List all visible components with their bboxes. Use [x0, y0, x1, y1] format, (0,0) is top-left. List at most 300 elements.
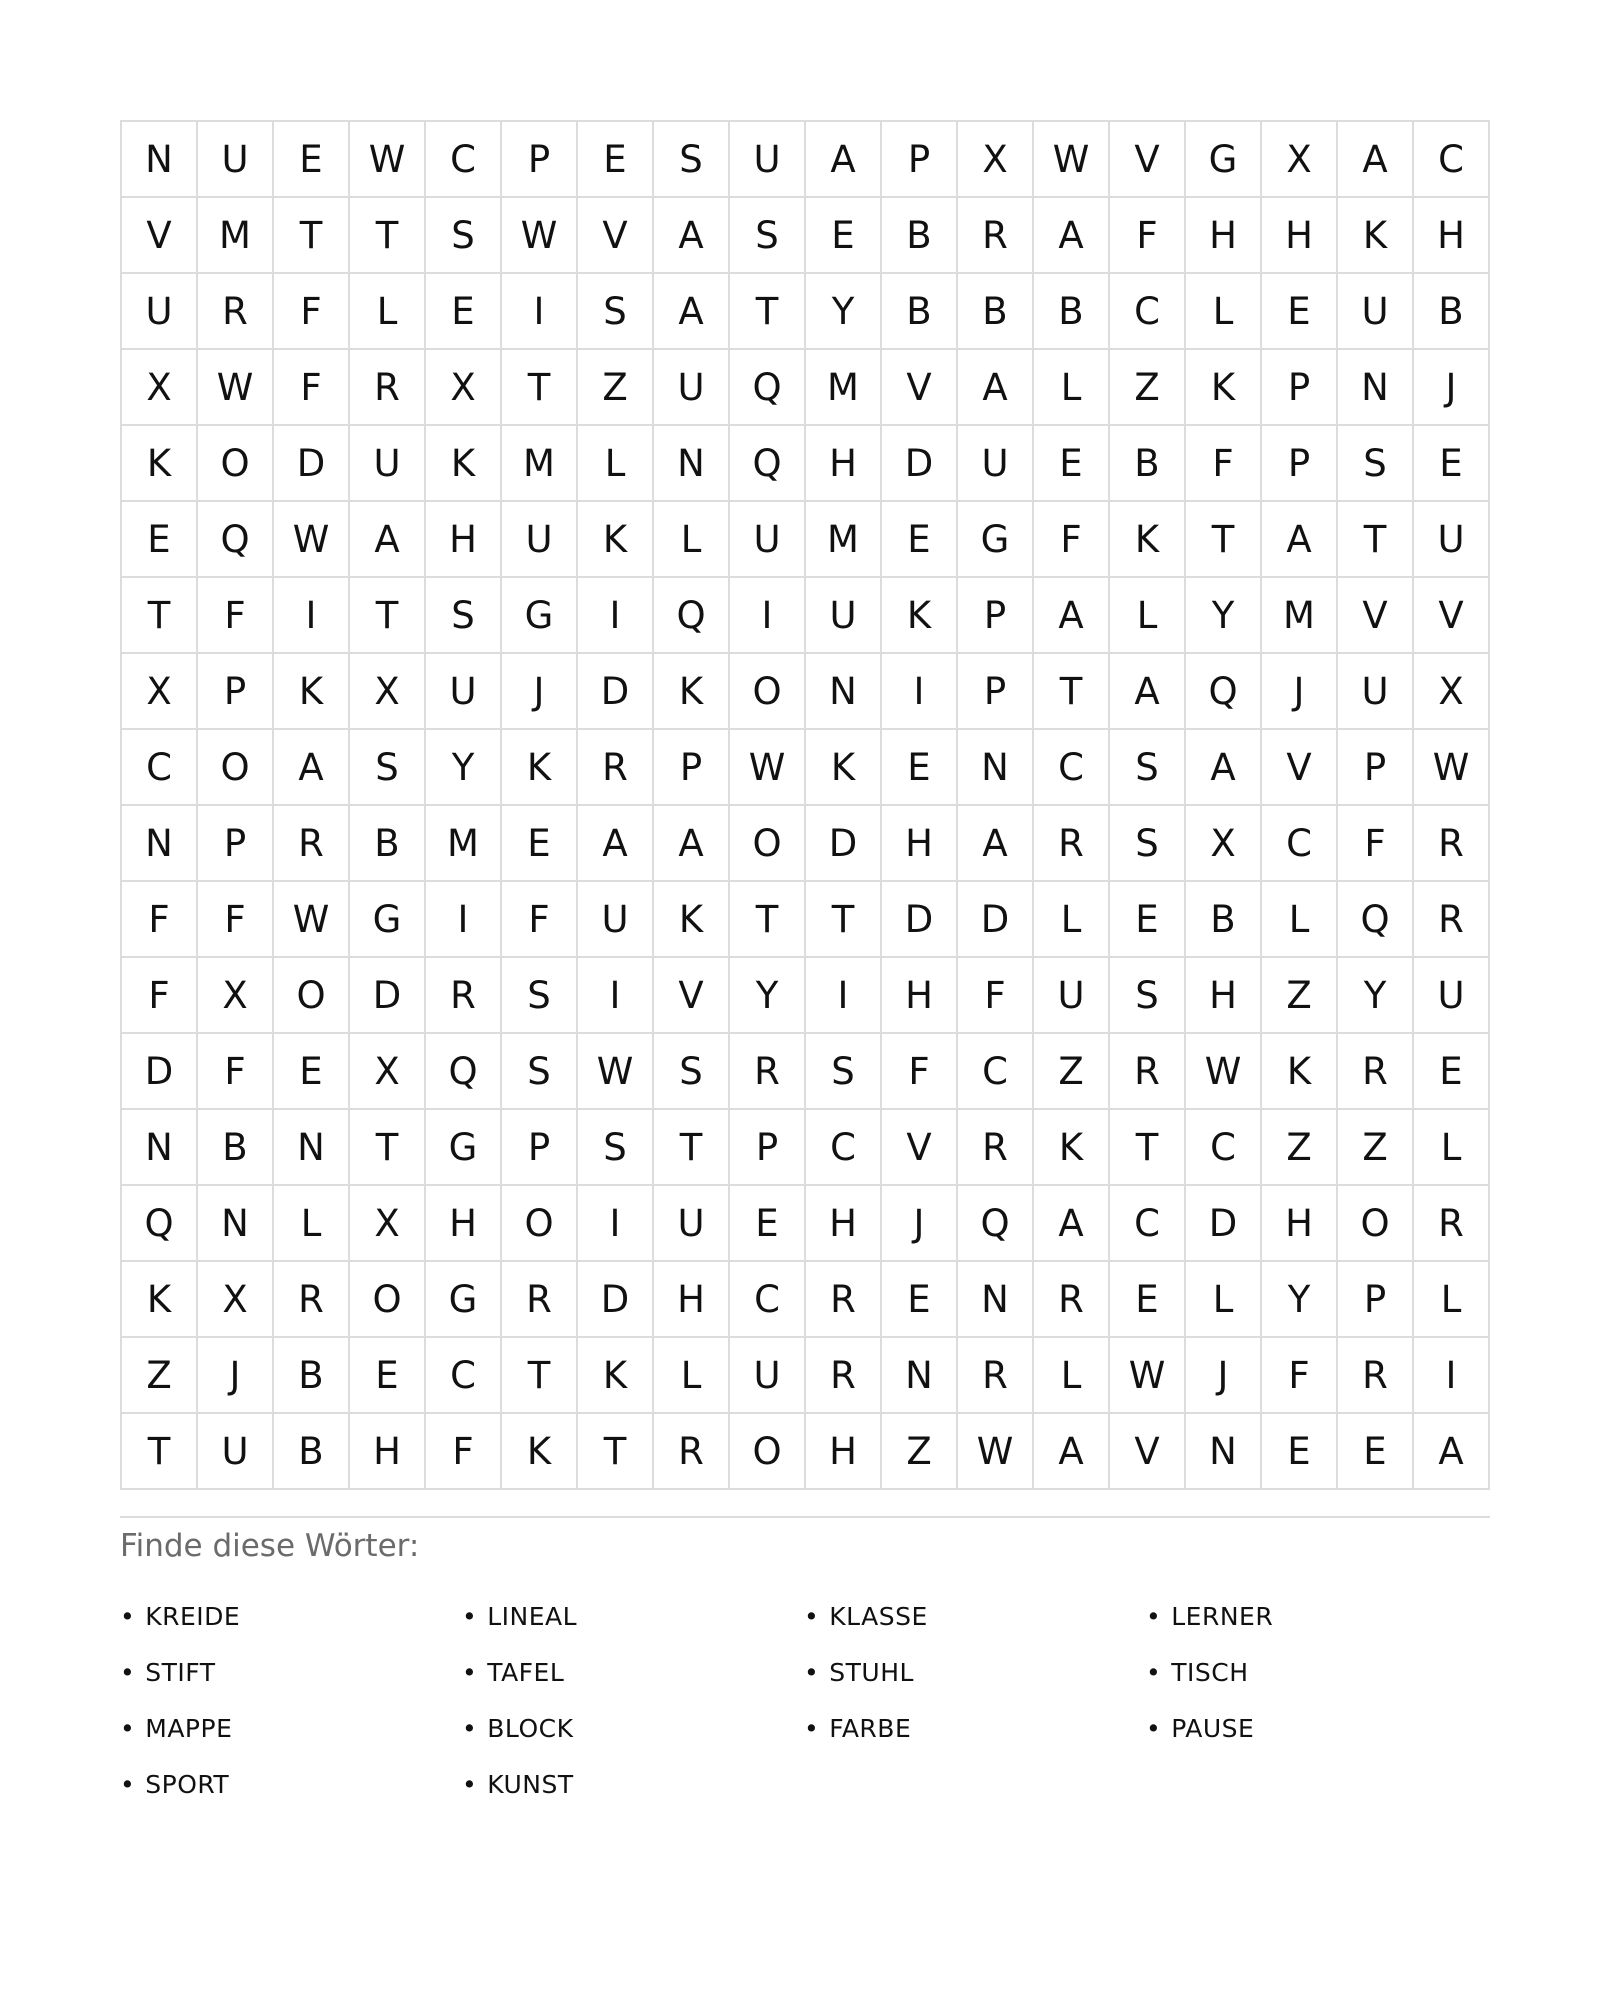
grid-cell[interactable]: E: [1110, 1262, 1186, 1338]
grid-cell[interactable]: R: [350, 350, 426, 426]
grid-cell[interactable]: G: [426, 1262, 502, 1338]
grid-cell[interactable]: R: [1414, 806, 1490, 882]
grid-cell[interactable]: T: [1034, 654, 1110, 730]
grid-cell[interactable]: M: [198, 198, 274, 274]
grid-cell[interactable]: B: [1110, 426, 1186, 502]
grid-cell[interactable]: K: [1262, 1034, 1338, 1110]
grid-cell[interactable]: U: [1414, 502, 1490, 578]
grid-cell[interactable]: B: [1034, 274, 1110, 350]
grid-cell[interactable]: X: [350, 654, 426, 730]
grid-cell[interactable]: B: [274, 1414, 350, 1490]
grid-cell[interactable]: H: [806, 1186, 882, 1262]
grid-cell[interactable]: O: [730, 654, 806, 730]
grid-cell[interactable]: P: [502, 122, 578, 198]
grid-cell[interactable]: J: [1414, 350, 1490, 426]
grid-cell[interactable]: A: [274, 730, 350, 806]
grid-cell[interactable]: W: [502, 198, 578, 274]
grid-cell[interactable]: S: [426, 198, 502, 274]
grid-cell[interactable]: N: [958, 1262, 1034, 1338]
grid-cell[interactable]: D: [578, 654, 654, 730]
grid-cell[interactable]: G: [958, 502, 1034, 578]
grid-cell[interactable]: K: [122, 426, 198, 502]
grid-cell[interactable]: U: [350, 426, 426, 502]
grid-cell[interactable]: K: [1110, 502, 1186, 578]
grid-cell[interactable]: R: [198, 274, 274, 350]
grid-cell[interactable]: R: [1414, 882, 1490, 958]
grid-cell[interactable]: R: [654, 1414, 730, 1490]
grid-cell[interactable]: L: [1186, 274, 1262, 350]
grid-cell[interactable]: T: [350, 578, 426, 654]
grid-cell[interactable]: Z: [578, 350, 654, 426]
grid-cell[interactable]: A: [806, 122, 882, 198]
grid-cell[interactable]: F: [426, 1414, 502, 1490]
grid-cell[interactable]: P: [502, 1110, 578, 1186]
grid-cell[interactable]: C: [1262, 806, 1338, 882]
grid-cell[interactable]: D: [274, 426, 350, 502]
grid-cell[interactable]: C: [1110, 1186, 1186, 1262]
grid-cell[interactable]: T: [350, 1110, 426, 1186]
grid-cell[interactable]: R: [806, 1262, 882, 1338]
grid-cell[interactable]: T: [350, 198, 426, 274]
grid-cell[interactable]: R: [1110, 1034, 1186, 1110]
grid-cell[interactable]: P: [958, 578, 1034, 654]
grid-cell[interactable]: A: [1034, 198, 1110, 274]
grid-cell[interactable]: H: [654, 1262, 730, 1338]
grid-cell[interactable]: N: [806, 654, 882, 730]
grid-cell[interactable]: T: [730, 274, 806, 350]
grid-cell[interactable]: O: [350, 1262, 426, 1338]
grid-cell[interactable]: V: [1262, 730, 1338, 806]
grid-cell[interactable]: A: [1034, 578, 1110, 654]
grid-cell[interactable]: W: [274, 502, 350, 578]
grid-cell[interactable]: S: [578, 274, 654, 350]
grid-cell[interactable]: S: [806, 1034, 882, 1110]
grid-cell[interactable]: C: [426, 1338, 502, 1414]
grid-cell[interactable]: Q: [958, 1186, 1034, 1262]
grid-cell[interactable]: Q: [730, 426, 806, 502]
grid-cell[interactable]: Q: [426, 1034, 502, 1110]
grid-cell[interactable]: E: [274, 1034, 350, 1110]
grid-cell[interactable]: A: [1110, 654, 1186, 730]
grid-cell[interactable]: W: [730, 730, 806, 806]
grid-cell[interactable]: M: [806, 350, 882, 426]
grid-cell[interactable]: N: [122, 122, 198, 198]
grid-cell[interactable]: F: [198, 578, 274, 654]
grid-cell[interactable]: Y: [730, 958, 806, 1034]
grid-cell[interactable]: N: [122, 806, 198, 882]
grid-cell[interactable]: U: [1338, 654, 1414, 730]
grid-cell[interactable]: W: [1034, 122, 1110, 198]
grid-cell[interactable]: V: [122, 198, 198, 274]
grid-cell[interactable]: H: [882, 806, 958, 882]
grid-cell[interactable]: E: [882, 502, 958, 578]
grid-cell[interactable]: K: [502, 1414, 578, 1490]
grid-cell[interactable]: E: [882, 730, 958, 806]
grid-cell[interactable]: F: [1034, 502, 1110, 578]
grid-cell[interactable]: W: [1110, 1338, 1186, 1414]
grid-cell[interactable]: L: [654, 1338, 730, 1414]
grid-cell[interactable]: O: [198, 730, 274, 806]
grid-cell[interactable]: H: [426, 1186, 502, 1262]
grid-cell[interactable]: X: [122, 350, 198, 426]
grid-cell[interactable]: V: [1414, 578, 1490, 654]
grid-cell[interactable]: Q: [122, 1186, 198, 1262]
grid-cell[interactable]: W: [198, 350, 274, 426]
grid-cell[interactable]: E: [122, 502, 198, 578]
grid-cell[interactable]: C: [1186, 1110, 1262, 1186]
grid-cell[interactable]: S: [502, 1034, 578, 1110]
grid-cell[interactable]: S: [1338, 426, 1414, 502]
grid-cell[interactable]: D: [806, 806, 882, 882]
grid-cell[interactable]: H: [350, 1414, 426, 1490]
grid-cell[interactable]: U: [1338, 274, 1414, 350]
grid-cell[interactable]: R: [806, 1338, 882, 1414]
grid-cell[interactable]: V: [1338, 578, 1414, 654]
grid-cell[interactable]: X: [1414, 654, 1490, 730]
grid-cell[interactable]: P: [730, 1110, 806, 1186]
grid-cell[interactable]: E: [426, 274, 502, 350]
grid-cell[interactable]: U: [198, 1414, 274, 1490]
grid-cell[interactable]: R: [426, 958, 502, 1034]
grid-cell[interactable]: K: [502, 730, 578, 806]
grid-cell[interactable]: B: [350, 806, 426, 882]
grid-cell[interactable]: Z: [1110, 350, 1186, 426]
grid-cell[interactable]: S: [578, 1110, 654, 1186]
grid-cell[interactable]: L: [1186, 1262, 1262, 1338]
grid-cell[interactable]: G: [350, 882, 426, 958]
grid-cell[interactable]: D: [578, 1262, 654, 1338]
grid-cell[interactable]: M: [426, 806, 502, 882]
grid-cell[interactable]: X: [426, 350, 502, 426]
grid-cell[interactable]: E: [1262, 274, 1338, 350]
grid-cell[interactable]: D: [882, 426, 958, 502]
grid-cell[interactable]: N: [198, 1186, 274, 1262]
grid-cell[interactable]: O: [274, 958, 350, 1034]
grid-cell[interactable]: I: [1414, 1338, 1490, 1414]
grid-cell[interactable]: X: [958, 122, 1034, 198]
grid-cell[interactable]: E: [1034, 426, 1110, 502]
grid-cell[interactable]: D: [122, 1034, 198, 1110]
grid-cell[interactable]: K: [654, 882, 730, 958]
grid-cell[interactable]: Y: [426, 730, 502, 806]
grid-cell[interactable]: R: [502, 1262, 578, 1338]
grid-cell[interactable]: R: [958, 1338, 1034, 1414]
grid-cell[interactable]: U: [654, 1186, 730, 1262]
grid-cell[interactable]: E: [274, 122, 350, 198]
grid-cell[interactable]: Y: [806, 274, 882, 350]
grid-cell[interactable]: E: [730, 1186, 806, 1262]
grid-cell[interactable]: S: [426, 578, 502, 654]
grid-cell[interactable]: C: [730, 1262, 806, 1338]
grid-cell[interactable]: U: [198, 122, 274, 198]
grid-cell[interactable]: S: [350, 730, 426, 806]
grid-cell[interactable]: Z: [1338, 1110, 1414, 1186]
grid-cell[interactable]: Z: [1262, 958, 1338, 1034]
grid-cell[interactable]: L: [1262, 882, 1338, 958]
grid-cell[interactable]: A: [1262, 502, 1338, 578]
grid-cell[interactable]: M: [502, 426, 578, 502]
grid-cell[interactable]: K: [1034, 1110, 1110, 1186]
grid-cell[interactable]: L: [1034, 350, 1110, 426]
grid-cell[interactable]: H: [1186, 198, 1262, 274]
grid-cell[interactable]: S: [1110, 806, 1186, 882]
grid-cell[interactable]: D: [882, 882, 958, 958]
grid-cell[interactable]: B: [882, 274, 958, 350]
grid-cell[interactable]: M: [1262, 578, 1338, 654]
grid-cell[interactable]: G: [426, 1110, 502, 1186]
grid-cell[interactable]: C: [1414, 122, 1490, 198]
grid-cell[interactable]: R: [958, 1110, 1034, 1186]
grid-cell[interactable]: A: [1338, 122, 1414, 198]
grid-cell[interactable]: B: [274, 1338, 350, 1414]
grid-cell[interactable]: N: [654, 426, 730, 502]
grid-cell[interactable]: E: [502, 806, 578, 882]
grid-cell[interactable]: L: [1414, 1262, 1490, 1338]
grid-cell[interactable]: T: [1338, 502, 1414, 578]
grid-cell[interactable]: O: [198, 426, 274, 502]
grid-cell[interactable]: J: [1262, 654, 1338, 730]
grid-cell[interactable]: I: [274, 578, 350, 654]
grid-cell[interactable]: X: [350, 1034, 426, 1110]
grid-cell[interactable]: T: [1110, 1110, 1186, 1186]
grid-cell[interactable]: R: [274, 806, 350, 882]
grid-cell[interactable]: R: [1414, 1186, 1490, 1262]
grid-cell[interactable]: E: [350, 1338, 426, 1414]
grid-cell[interactable]: P: [958, 654, 1034, 730]
grid-cell[interactable]: A: [1186, 730, 1262, 806]
grid-cell[interactable]: U: [1034, 958, 1110, 1034]
grid-cell[interactable]: R: [1034, 806, 1110, 882]
grid-cell[interactable]: S: [502, 958, 578, 1034]
grid-cell[interactable]: P: [1262, 426, 1338, 502]
grid-cell[interactable]: D: [1186, 1186, 1262, 1262]
grid-cell[interactable]: L: [350, 274, 426, 350]
grid-cell[interactable]: A: [654, 274, 730, 350]
grid-cell[interactable]: U: [958, 426, 1034, 502]
grid-cell[interactable]: Z: [122, 1338, 198, 1414]
grid-cell[interactable]: F: [1262, 1338, 1338, 1414]
grid-cell[interactable]: P: [654, 730, 730, 806]
grid-cell[interactable]: T: [654, 1110, 730, 1186]
grid-cell[interactable]: B: [1414, 274, 1490, 350]
grid-cell[interactable]: Q: [1338, 882, 1414, 958]
grid-cell[interactable]: J: [198, 1338, 274, 1414]
grid-cell[interactable]: U: [730, 122, 806, 198]
grid-cell[interactable]: I: [426, 882, 502, 958]
grid-cell[interactable]: H: [806, 426, 882, 502]
grid-cell[interactable]: H: [806, 1414, 882, 1490]
grid-cell[interactable]: W: [1186, 1034, 1262, 1110]
grid-cell[interactable]: T: [502, 350, 578, 426]
grid-cell[interactable]: I: [578, 578, 654, 654]
grid-cell[interactable]: Z: [1262, 1110, 1338, 1186]
grid-cell[interactable]: A: [958, 806, 1034, 882]
grid-cell[interactable]: I: [882, 654, 958, 730]
grid-cell[interactable]: L: [1414, 1110, 1490, 1186]
grid-cell[interactable]: Q: [1186, 654, 1262, 730]
grid-cell[interactable]: A: [654, 198, 730, 274]
grid-cell[interactable]: P: [1338, 730, 1414, 806]
grid-cell[interactable]: G: [1186, 122, 1262, 198]
grid-cell[interactable]: X: [1262, 122, 1338, 198]
grid-cell[interactable]: R: [958, 198, 1034, 274]
grid-cell[interactable]: V: [882, 1110, 958, 1186]
grid-cell[interactable]: H: [1262, 198, 1338, 274]
grid-cell[interactable]: Q: [198, 502, 274, 578]
grid-cell[interactable]: T: [502, 1338, 578, 1414]
grid-cell[interactable]: L: [654, 502, 730, 578]
grid-cell[interactable]: F: [198, 1034, 274, 1110]
grid-cell[interactable]: S: [654, 1034, 730, 1110]
grid-cell[interactable]: K: [654, 654, 730, 730]
grid-cell[interactable]: H: [1186, 958, 1262, 1034]
grid-cell[interactable]: G: [502, 578, 578, 654]
grid-cell[interactable]: F: [122, 882, 198, 958]
grid-cell[interactable]: E: [1414, 1034, 1490, 1110]
grid-cell[interactable]: A: [1034, 1414, 1110, 1490]
grid-cell[interactable]: V: [1110, 122, 1186, 198]
grid-cell[interactable]: F: [1338, 806, 1414, 882]
grid-cell[interactable]: S: [1110, 958, 1186, 1034]
grid-cell[interactable]: K: [1338, 198, 1414, 274]
grid-cell[interactable]: V: [654, 958, 730, 1034]
grid-cell[interactable]: X: [198, 1262, 274, 1338]
grid-cell[interactable]: A: [1034, 1186, 1110, 1262]
grid-cell[interactable]: I: [730, 578, 806, 654]
grid-cell[interactable]: I: [502, 274, 578, 350]
grid-cell[interactable]: P: [1338, 1262, 1414, 1338]
grid-cell[interactable]: U: [654, 350, 730, 426]
grid-cell[interactable]: I: [578, 1186, 654, 1262]
grid-cell[interactable]: F: [274, 350, 350, 426]
grid-cell[interactable]: N: [1186, 1414, 1262, 1490]
grid-cell[interactable]: H: [1262, 1186, 1338, 1262]
grid-cell[interactable]: Y: [1338, 958, 1414, 1034]
grid-cell[interactable]: V: [882, 350, 958, 426]
grid-cell[interactable]: N: [274, 1110, 350, 1186]
grid-cell[interactable]: S: [654, 122, 730, 198]
grid-cell[interactable]: K: [122, 1262, 198, 1338]
grid-cell[interactable]: J: [502, 654, 578, 730]
grid-cell[interactable]: X: [198, 958, 274, 1034]
grid-cell[interactable]: O: [502, 1186, 578, 1262]
grid-cell[interactable]: S: [730, 198, 806, 274]
grid-cell[interactable]: P: [198, 654, 274, 730]
grid-cell[interactable]: B: [882, 198, 958, 274]
grid-cell[interactable]: Y: [1262, 1262, 1338, 1338]
grid-cell[interactable]: E: [1262, 1414, 1338, 1490]
grid-cell[interactable]: F: [502, 882, 578, 958]
grid-cell[interactable]: Y: [1186, 578, 1262, 654]
grid-cell[interactable]: X: [122, 654, 198, 730]
grid-cell[interactable]: W: [274, 882, 350, 958]
grid-cell[interactable]: P: [882, 122, 958, 198]
grid-cell[interactable]: C: [806, 1110, 882, 1186]
grid-cell[interactable]: N: [958, 730, 1034, 806]
grid-cell[interactable]: I: [578, 958, 654, 1034]
grid-cell[interactable]: V: [578, 198, 654, 274]
grid-cell[interactable]: F: [958, 958, 1034, 1034]
grid-cell[interactable]: U: [578, 882, 654, 958]
grid-cell[interactable]: O: [730, 806, 806, 882]
grid-cell[interactable]: K: [1186, 350, 1262, 426]
grid-cell[interactable]: N: [882, 1338, 958, 1414]
grid-cell[interactable]: Q: [730, 350, 806, 426]
grid-cell[interactable]: M: [806, 502, 882, 578]
grid-cell[interactable]: B: [1186, 882, 1262, 958]
grid-cell[interactable]: Q: [654, 578, 730, 654]
grid-cell[interactable]: W: [578, 1034, 654, 1110]
grid-cell[interactable]: T: [578, 1414, 654, 1490]
grid-cell[interactable]: T: [730, 882, 806, 958]
grid-cell[interactable]: K: [578, 502, 654, 578]
grid-cell[interactable]: L: [1034, 882, 1110, 958]
grid-cell[interactable]: C: [426, 122, 502, 198]
grid-cell[interactable]: K: [426, 426, 502, 502]
grid-cell[interactable]: J: [1186, 1338, 1262, 1414]
grid-cell[interactable]: W: [958, 1414, 1034, 1490]
grid-cell[interactable]: T: [122, 1414, 198, 1490]
grid-cell[interactable]: U: [502, 502, 578, 578]
grid-cell[interactable]: T: [1186, 502, 1262, 578]
grid-cell[interactable]: O: [730, 1414, 806, 1490]
grid-cell[interactable]: S: [1110, 730, 1186, 806]
grid-cell[interactable]: W: [350, 122, 426, 198]
grid-cell[interactable]: J: [882, 1186, 958, 1262]
grid-cell[interactable]: U: [730, 502, 806, 578]
grid-cell[interactable]: B: [198, 1110, 274, 1186]
grid-cell[interactable]: X: [1186, 806, 1262, 882]
grid-cell[interactable]: A: [654, 806, 730, 882]
grid-cell[interactable]: F: [1110, 198, 1186, 274]
grid-cell[interactable]: K: [578, 1338, 654, 1414]
grid-cell[interactable]: F: [274, 274, 350, 350]
grid-cell[interactable]: T: [122, 578, 198, 654]
grid-cell[interactable]: D: [958, 882, 1034, 958]
grid-cell[interactable]: K: [806, 730, 882, 806]
grid-cell[interactable]: U: [426, 654, 502, 730]
grid-cell[interactable]: L: [1110, 578, 1186, 654]
grid-cell[interactable]: R: [274, 1262, 350, 1338]
grid-cell[interactable]: P: [198, 806, 274, 882]
grid-cell[interactable]: C: [1110, 274, 1186, 350]
grid-cell[interactable]: Z: [882, 1414, 958, 1490]
grid-cell[interactable]: R: [1034, 1262, 1110, 1338]
grid-cell[interactable]: F: [198, 882, 274, 958]
grid-cell[interactable]: N: [1338, 350, 1414, 426]
grid-cell[interactable]: V: [1110, 1414, 1186, 1490]
grid-cell[interactable]: W: [1414, 730, 1490, 806]
grid-cell[interactable]: K: [274, 654, 350, 730]
grid-cell[interactable]: C: [958, 1034, 1034, 1110]
grid-cell[interactable]: Z: [1034, 1034, 1110, 1110]
grid-cell[interactable]: F: [122, 958, 198, 1034]
grid-cell[interactable]: H: [426, 502, 502, 578]
grid-cell[interactable]: I: [806, 958, 882, 1034]
grid-cell[interactable]: R: [1338, 1034, 1414, 1110]
grid-cell[interactable]: E: [578, 122, 654, 198]
grid-cell[interactable]: R: [578, 730, 654, 806]
grid-cell[interactable]: E: [882, 1262, 958, 1338]
grid-cell[interactable]: A: [958, 350, 1034, 426]
grid-cell[interactable]: R: [1338, 1338, 1414, 1414]
grid-cell[interactable]: N: [122, 1110, 198, 1186]
grid-cell[interactable]: B: [958, 274, 1034, 350]
grid-cell[interactable]: D: [350, 958, 426, 1034]
grid-cell[interactable]: F: [1186, 426, 1262, 502]
grid-cell[interactable]: U: [122, 274, 198, 350]
grid-cell[interactable]: T: [274, 198, 350, 274]
